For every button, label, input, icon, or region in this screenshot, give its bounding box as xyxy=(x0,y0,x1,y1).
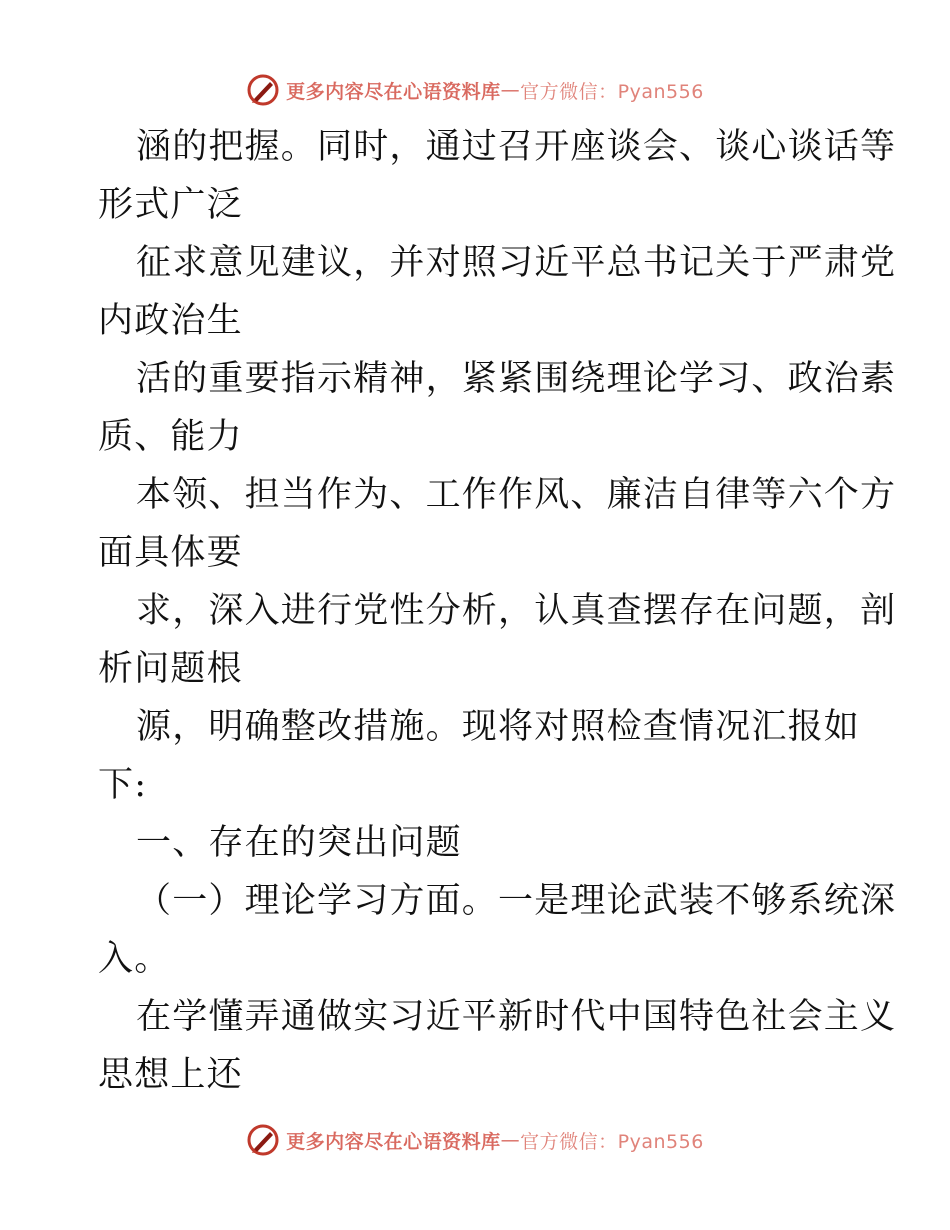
text-line: 思想上还 xyxy=(98,1055,243,1095)
header-banner xyxy=(0,70,950,110)
footer-banner xyxy=(0,1120,950,1160)
text-line: 下: xyxy=(98,765,148,805)
text-line: 求，深入进行党性分析，认真查摆存在问题，剖 xyxy=(136,591,897,631)
document-body xyxy=(98,118,897,1104)
text-line: 活的重要指示精神，紧紧围绕理论学习、政治素 xyxy=(136,359,897,399)
text-line: 质、能力 xyxy=(98,417,243,457)
text-line: 本领、担当作为、工作作风、廉洁自律等六个方 xyxy=(136,475,897,515)
text-line: 源，明确整改措施。现将对照检查情况汇报如 xyxy=(136,707,861,747)
wechat-text: 官方微信：Pyan556 xyxy=(520,1130,704,1153)
section-heading: 一、存在的突出问题 xyxy=(136,823,462,863)
brand-text: 更多内容尽在心语资料库 xyxy=(286,80,501,103)
banner-separator: — xyxy=(500,1129,521,1151)
brand-text: 更多内容尽在心语资料库 xyxy=(286,1130,501,1153)
text-line: 征求意见建议，并对照习近平总书记关于严肃党 xyxy=(136,243,897,283)
pen-circle-logo-icon xyxy=(246,73,280,107)
text-line: 在学懂弄通做实习近平新时代中国特色社会主义 xyxy=(136,997,897,1037)
text-line: 析问题根 xyxy=(98,649,243,689)
subsection-heading: （一）理论学习方面。一是理论武装不够系统深 xyxy=(136,881,897,921)
text-line: 入。 xyxy=(98,939,171,979)
text-line: 内政治生 xyxy=(98,301,243,341)
pen-circle-logo-icon xyxy=(246,1123,280,1157)
text-line: 涵的把握。同时，通过召开座谈会、谈心谈话等 xyxy=(136,127,897,167)
banner-separator: — xyxy=(500,79,521,101)
wechat-text: 官方微信：Pyan556 xyxy=(520,80,704,103)
text-line: 形式广泛 xyxy=(98,185,243,225)
text-line: 面具体要 xyxy=(98,533,243,573)
